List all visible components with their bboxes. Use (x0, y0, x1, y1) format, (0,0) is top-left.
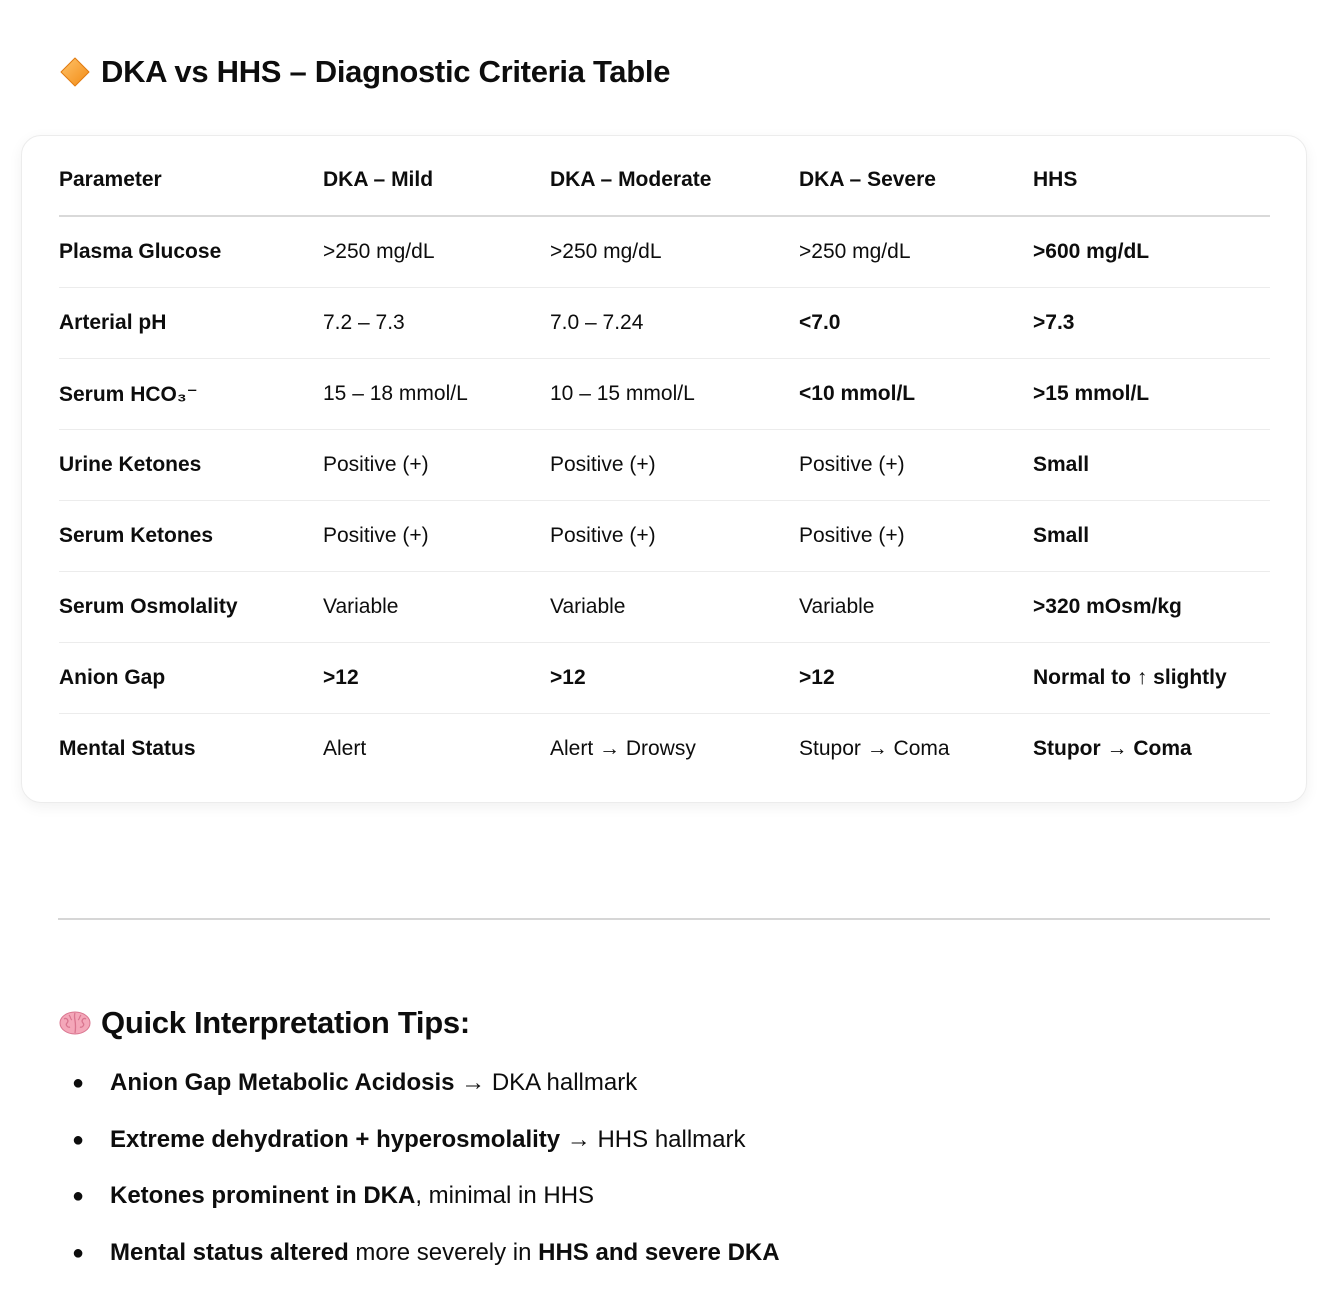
tip-text: more severely in (348, 1238, 539, 1266)
table-cell: >320 mOsm/kg (1033, 572, 1270, 643)
row-parameter: Serum Osmolality (59, 572, 323, 643)
tip-text: → DKA hallmark (454, 1069, 638, 1096)
table-row (59, 714, 1270, 785)
row-parameter: Urine Ketones (59, 430, 323, 501)
section-divider (58, 918, 1270, 920)
bullet-icon: ● (72, 1241, 85, 1264)
table-cell: Variable (323, 572, 550, 643)
column-header: HHS (1033, 145, 1270, 216)
tip-text: → HHS hallmark (560, 1125, 746, 1153)
table-cell: <7.0 (799, 288, 1033, 359)
table-cell: >15 mmol/L (1033, 359, 1270, 430)
tip-bold: Mental status altered (110, 1238, 349, 1266)
bullet-icon: ● (72, 1185, 85, 1207)
criteria-table (59, 145, 1270, 784)
row-parameter: Plasma Glucose (59, 216, 323, 288)
list-item (58, 1055, 780, 1112)
row-parameter: Arterial pH (59, 288, 323, 359)
table-cell: >12 (550, 643, 799, 714)
column-header: DKA – Moderate (550, 145, 799, 216)
table-cell: Positive (+) (550, 501, 799, 572)
table-cell: >600 mg/dL (1033, 216, 1270, 288)
list-item (58, 1225, 780, 1282)
table-cell: >250 mg/dL (550, 216, 799, 288)
table-cell: Positive (+) (799, 501, 1033, 572)
table-cell: Variable (550, 572, 799, 643)
table-cell: 7.2 – 7.3 (323, 288, 550, 359)
table-cell: >7.3 (1033, 288, 1270, 359)
tip-bold: HHS and severe DKA (538, 1238, 780, 1266)
table-cell: Positive (+) (323, 430, 550, 501)
table-row (59, 572, 1270, 643)
table-row (59, 643, 1270, 714)
row-parameter: Serum Ketones (59, 501, 323, 572)
table-cell: Variable (799, 572, 1033, 643)
table-cell: >12 (323, 643, 550, 714)
table-cell: >12 (799, 643, 1033, 714)
table-row (59, 430, 1270, 501)
list-item (58, 1168, 780, 1225)
orange-diamond-icon (58, 56, 92, 88)
page-title (58, 50, 670, 94)
table-cell: Stupor → Coma (1033, 737, 1192, 760)
table-cell: 7.0 – 7.24 (550, 288, 799, 359)
table-cell: Small (1033, 501, 1270, 572)
column-header: DKA – Mild (323, 145, 550, 216)
page-title-text: DKA vs HHS – Diagnostic Criteria Table (101, 54, 671, 89)
table-cell: Normal to ↑ slightly (1033, 643, 1270, 714)
table-cell: Alert (323, 737, 367, 760)
tips-heading-text: Quick Interpretation Tips: (101, 1005, 470, 1040)
row-parameter: Anion Gap (59, 643, 323, 714)
list-item (58, 1112, 780, 1169)
table-cell: Stupor → Coma (799, 737, 950, 760)
table-row (59, 216, 1270, 288)
table-cell: Small (1033, 430, 1270, 501)
table-cell: 15 – 18 mmol/L (323, 359, 550, 430)
tips-list (58, 1055, 780, 1281)
tip-text: , minimal in HHS (415, 1182, 595, 1209)
table-header-row (59, 145, 1270, 216)
tips-heading (58, 1001, 470, 1045)
criteria-table-card (21, 135, 1307, 803)
bullet-icon: ● (72, 1128, 85, 1151)
row-parameter: Serum HCO₃⁻ (59, 359, 323, 430)
row-parameter: Mental Status (59, 737, 196, 760)
bullet-icon: ● (72, 1072, 85, 1094)
tip-bold: Anion Gap Metabolic Acidosis (110, 1069, 455, 1096)
table-cell: Positive (+) (550, 430, 799, 501)
tip-bold: Ketones prominent in DKA (110, 1182, 416, 1209)
table-row (59, 288, 1270, 359)
table-row (59, 501, 1270, 572)
table-cell: 10 – 15 mmol/L (550, 359, 799, 430)
column-header: DKA – Severe (799, 145, 1033, 216)
table-cell: >250 mg/dL (799, 216, 1033, 288)
table-cell: >250 mg/dL (323, 216, 550, 288)
table-cell: <10 mmol/L (799, 359, 1033, 430)
brain-icon (58, 1009, 92, 1037)
table-row (59, 359, 1270, 430)
tip-bold: Extreme dehydration + hyperosmolality (110, 1125, 561, 1153)
table-cell: Positive (+) (799, 430, 1033, 501)
table-cell: Positive (+) (323, 501, 550, 572)
table-cell: Alert → Drowsy (550, 737, 696, 760)
column-header: Parameter (59, 145, 323, 216)
